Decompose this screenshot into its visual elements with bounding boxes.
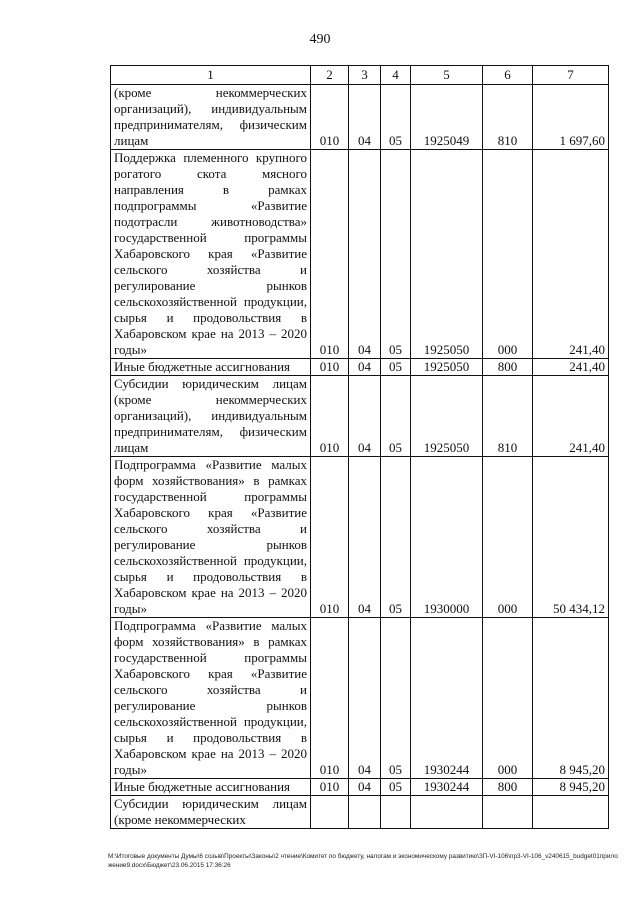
header-cell: 4 <box>381 66 411 85</box>
table-row <box>111 150 609 359</box>
row-subsection: 05 <box>381 150 411 359</box>
header-cell: 7 <box>533 66 609 85</box>
row-subsection: 05 <box>381 779 411 796</box>
table-row <box>111 618 609 779</box>
row-amount <box>533 796 609 829</box>
header-cell: 5 <box>411 66 483 85</box>
row-section: 04 <box>349 376 381 457</box>
row-subsection <box>381 796 411 829</box>
row-subsection: 05 <box>381 85 411 150</box>
page-number: 490 <box>309 32 331 47</box>
table-row <box>111 359 609 376</box>
row-section: 04 <box>349 85 381 150</box>
row-type: 000 <box>483 457 533 618</box>
header-cell: 1 <box>111 66 311 85</box>
row-target: 1930244 <box>411 779 483 796</box>
row-name: Субсидии юридическим лицам (кроме некоммерческих <box>111 796 311 829</box>
row-target: 1925050 <box>411 150 483 359</box>
row-name: Иные бюджетные ассигнования <box>111 359 311 376</box>
header-cell: 6 <box>483 66 533 85</box>
row-type: 810 <box>483 376 533 457</box>
header-cell: 3 <box>349 66 381 85</box>
row-name: Субсидии юридическим лицам (кроме некоммерческих организаций), индивидуальным предпринимателям, физическим лицам <box>111 376 311 457</box>
row-subsection: 05 <box>381 376 411 457</box>
budget-table <box>110 65 609 829</box>
row-target: 1925050 <box>411 359 483 376</box>
row-amount: 241,40 <box>533 359 609 376</box>
row-amount: 50 434,12 <box>533 457 609 618</box>
header-row <box>111 66 609 85</box>
row-target <box>411 796 483 829</box>
row-target: 1930244 <box>411 618 483 779</box>
row-section: 04 <box>349 359 381 376</box>
table-row <box>111 85 609 150</box>
row-target: 1930000 <box>411 457 483 618</box>
row-amount: 241,40 <box>533 376 609 457</box>
table-row <box>111 457 609 618</box>
row-amount: 1 697,60 <box>533 85 609 150</box>
row-type: 000 <box>483 618 533 779</box>
row-name: Подпрограмма «Развитие малых форм хозяйствования» в рамках государственной программы Хабаровского края «Развитие сельского хозяйства и регулирование рынков сельскохозяйственной продукции, сырья и продовольствия в Хабаровском крае на 2013 – 2020 годы» <box>111 618 311 779</box>
row-section: 04 <box>349 618 381 779</box>
row-type: 800 <box>483 359 533 376</box>
row-name: Поддержка племенного крупного рогатого скота мясного направления в рамках подпрограммы «Развитие подотрасли животноводства» государственной программы Хабаровского края «Развитие сельского хозяйства и регулирование рынков сельскохозяйственной продукции, сырья и продовольствия в Хабаровском крае на 2013 – 2020 годы» <box>111 150 311 359</box>
row-code: 010 <box>311 359 349 376</box>
row-code <box>311 796 349 829</box>
row-type: 800 <box>483 779 533 796</box>
row-name: (кроме некоммерческих организаций), индивидуальным предпринимателям, физическим лицам <box>111 85 311 150</box>
table-row <box>111 376 609 457</box>
row-code: 010 <box>311 376 349 457</box>
row-name: Подпрограмма «Развитие малых форм хозяйствования» в рамках государственной программы Хабаровского края «Развитие сельского хозяйства и регулирование рынков сельскохозяйственной продукции, сырья и продовольствия в Хабаровском крае на 2013 – 2020 годы» <box>111 457 311 618</box>
row-code: 010 <box>311 618 349 779</box>
table-row <box>111 779 609 796</box>
file-path-footer: M:\Итоговые документы Думы\6 созыв\Проекты\Законы\2 чтение\Комитет по бюджету, налогам и экономическому развитию\ЗП-VI-106\пр3-VI-106_v240615_budget01приложение9.docx\Бюджет\23.06.2015 17:36:26 <box>108 853 618 869</box>
row-name: Иные бюджетные ассигнования <box>111 779 311 796</box>
table-row <box>111 796 609 829</box>
row-type: 000 <box>483 150 533 359</box>
row-code: 010 <box>311 85 349 150</box>
row-target: 1925049 <box>411 85 483 150</box>
row-subsection: 05 <box>381 457 411 618</box>
row-section <box>349 796 381 829</box>
row-code: 010 <box>311 457 349 618</box>
row-code: 010 <box>311 150 349 359</box>
row-amount: 8 945,20 <box>533 779 609 796</box>
row-amount: 8 945,20 <box>533 618 609 779</box>
row-subsection: 05 <box>381 618 411 779</box>
row-section: 04 <box>349 150 381 359</box>
header-cell: 2 <box>311 66 349 85</box>
row-target: 1925050 <box>411 376 483 457</box>
row-type: 810 <box>483 85 533 150</box>
row-section: 04 <box>349 779 381 796</box>
row-code: 010 <box>311 779 349 796</box>
row-subsection: 05 <box>381 359 411 376</box>
row-section: 04 <box>349 457 381 618</box>
row-amount: 241,40 <box>533 150 609 359</box>
row-type <box>483 796 533 829</box>
